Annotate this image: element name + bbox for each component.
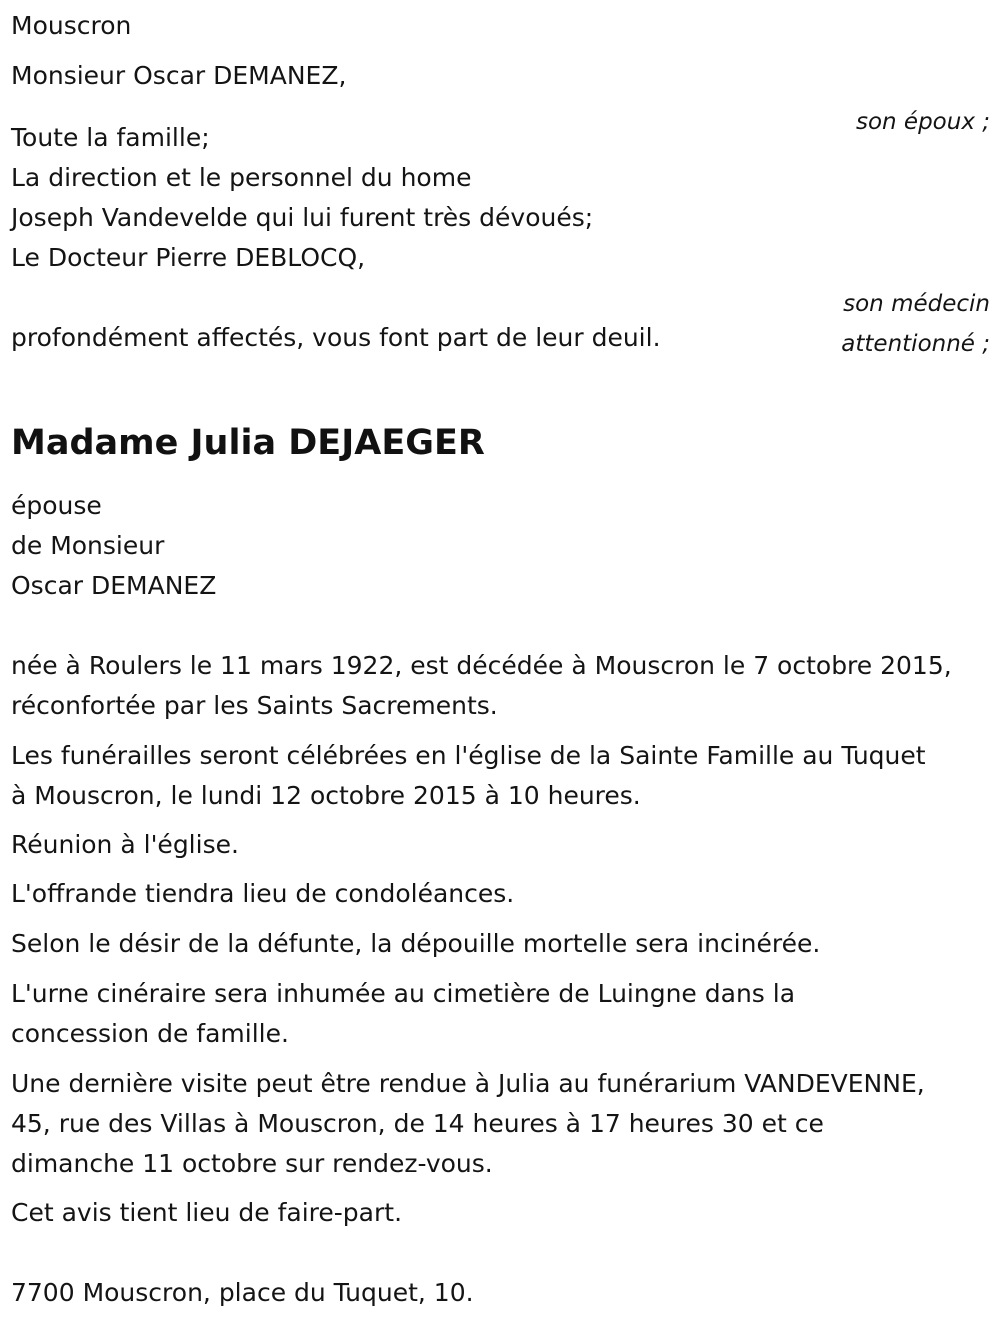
urn-line-1: L'urne cinéraire sera inhumée au cimetière de Luingne dans la xyxy=(11,979,796,1008)
doctor-role-line-2: attentionné ; xyxy=(841,331,990,357)
mourners-closing: profondément affectés, vous font part de leur deuil. xyxy=(11,323,661,352)
city-heading: Mouscron xyxy=(11,11,132,40)
meeting-line: Réunion à l'église. xyxy=(11,830,239,859)
funeral-line-2: à Mouscron, le lundi 12 octobre 2015 à 10 heures. xyxy=(11,781,641,810)
spouse-name: Monsieur Oscar DEMANEZ, xyxy=(11,61,347,90)
urn-line-2: concession de famille. xyxy=(11,1019,289,1048)
home-line-1: La direction et le personnel du home xyxy=(11,163,472,192)
spouse-role: son époux ; xyxy=(855,109,990,135)
visit-line-3: dimanche 11 octobre sur rendez-vous. xyxy=(11,1149,493,1178)
birth-death-line-1: née à Roulers le 11 mars 1922, est décédée à Mouscron le 7 octobre 2015, xyxy=(11,651,952,680)
relation-line-3: Oscar DEMANEZ xyxy=(11,571,217,600)
family-line: Toute la famille; xyxy=(11,123,210,152)
visit-line-1: Une dernière visite peut être rendue à Julia au funérarium VANDEVENNE, xyxy=(11,1069,925,1098)
relation-line-2: de Monsieur xyxy=(11,531,165,560)
cremation-line: Selon le désir de la défunte, la dépouille mortelle sera incinérée. xyxy=(11,929,821,958)
notice-line: Cet avis tient lieu de faire-part. xyxy=(11,1198,403,1227)
home-line-2: Joseph Vandevelde qui lui furent très dévoués; xyxy=(11,203,594,232)
doctor-role-line-1: son médecin xyxy=(843,291,990,317)
visit-line-2: 45, rue des Villas à Mouscron, de 14 heures à 17 heures 30 et ce xyxy=(11,1109,824,1138)
funeral-line-1: Les funérailles seront célébrées en l'église de la Sainte Famille au Tuquet xyxy=(11,741,926,770)
address-line: 7700 Mouscron, place du Tuquet, 10. xyxy=(11,1278,474,1307)
relation-line-1: épouse xyxy=(11,491,102,520)
offering-line: L'offrande tiendra lieu de condoléances. xyxy=(11,879,515,908)
doctor-name: Le Docteur Pierre DEBLOCQ, xyxy=(11,243,366,272)
deceased-name: Madame Julia DEJAEGER xyxy=(11,423,485,464)
birth-death-line-2: réconfortée par les Saints Sacrements. xyxy=(11,691,498,720)
